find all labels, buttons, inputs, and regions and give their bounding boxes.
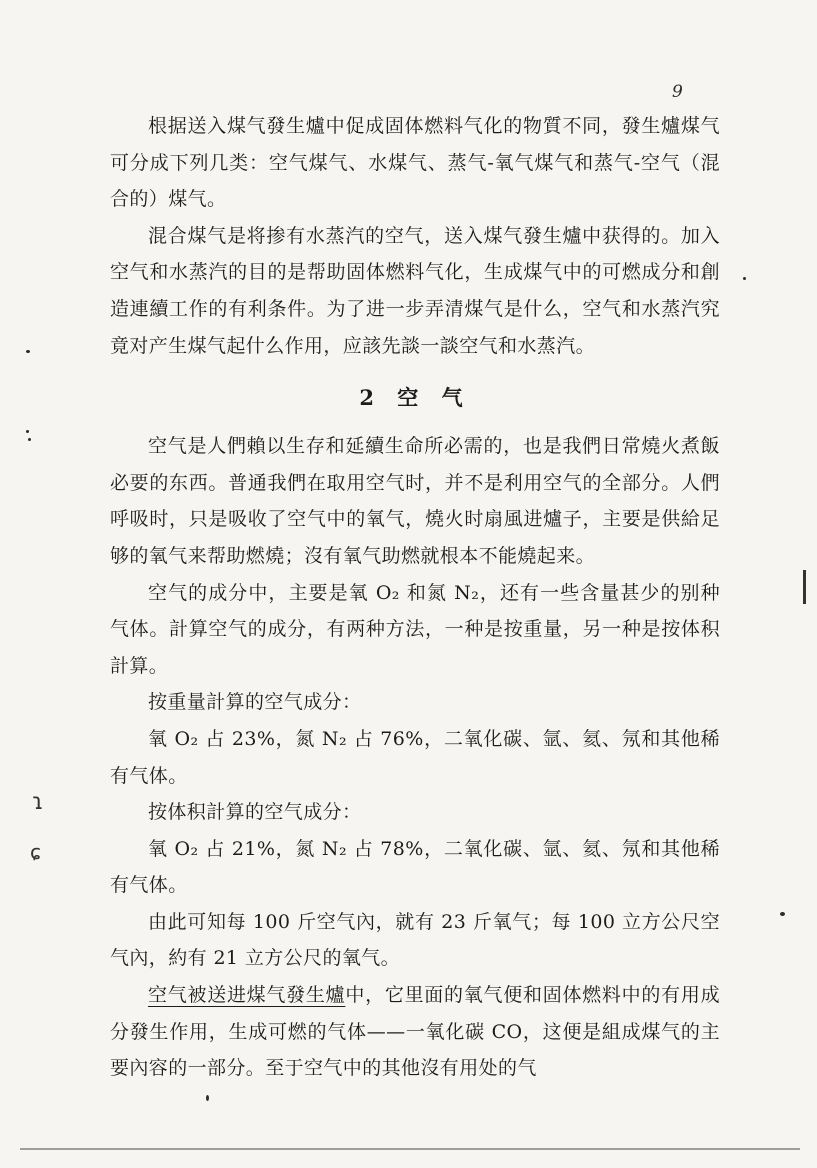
scan-speck: [26, 430, 29, 433]
paragraph-last: [110, 977, 720, 1087]
paragraph: 按重量計算的空气成分：: [148, 691, 362, 714]
scan-speck: [743, 277, 746, 280]
paragraph: 空气的成分中，主要是氧 O₂ 和氮 N₂，还有一些含量甚少的别种气体。計算空气的成分，有两种方法，一种是按重量，另一种是按体积計算。: [110, 581, 720, 677]
paragraph-continuation: 中，它里面的氧气便和固体燃料中的有用成分發生作用，生成可燃的气体——一氧化碳 CO，这便是組成煤气的主要內容的一部分。至于空气中的其他沒有用处的气: [110, 984, 720, 1080]
paragraph: 混合煤气是将掺有水蒸汽的空气，送入煤气發生爐中获得的。加入空气和水蒸汽的目的是帮助固体燃料气化，生成煤气中的可燃成分和創造連續工作的有利条件。为了进一步弄清煤气是什么，空气和水蒸汽究竟对产生煤气起什么作用，应該先談一談空气和水蒸汽。: [110, 224, 720, 357]
underlined-phrase: 空气被送进煤气發生爐: [148, 984, 346, 1007]
scan-speck: [28, 438, 31, 441]
page-number: 9: [672, 82, 683, 102]
paragraph: 按体积計算的空气成分：: [148, 801, 362, 824]
paragraph: 根据送入煤气發生爐中促成固体燃料气化的物質不同，發生爐煤气可分成下列几类：空气煤气、水煤气、蒸气-氧气煤气和蒸气-空气（混合的）煤气。: [110, 115, 720, 211]
margin-scribble-icon: ɿ: [32, 790, 44, 815]
section-heading: 2 空 气: [359, 385, 471, 411]
paragraph: 由此可知每 100 斤空气內，就有 23 斤氧气；每 100 立方公尺空气內，約有 21 立方公尺的氧气。: [110, 910, 720, 970]
scan-speck: [26, 350, 30, 353]
margin-scribble-icon: ɕ: [30, 840, 41, 864]
scan-bottom-line: [20, 1148, 800, 1150]
scan-edge-mark: [803, 570, 806, 604]
page-content: [110, 108, 720, 1087]
scan-speck: [780, 912, 785, 916]
paragraph: 空气是人們賴以生存和延續生命所必需的，也是我們日常燒火煮飯必要的东西。普通我們在取用空气时，并不是利用空气的全部分。人們呼吸时，只是吸收了空气中的氧气，燒火时扇風进爐子，主要是供給足够的氧气来帮助燃燒；沒有氧气助燃就根本不能燒起来。: [110, 435, 720, 567]
scan-speck: [206, 1095, 209, 1101]
paragraph: 氧 O₂ 占 23%，氮 N₂ 占 76%，二氧化碳、氩、氦、氖和其他稀有气体。: [110, 727, 720, 787]
paragraph: 氧 O₂ 占 21%，氮 N₂ 占 78%，二氧化碳、氩、氦、氖和其他稀有气体。: [110, 837, 720, 897]
